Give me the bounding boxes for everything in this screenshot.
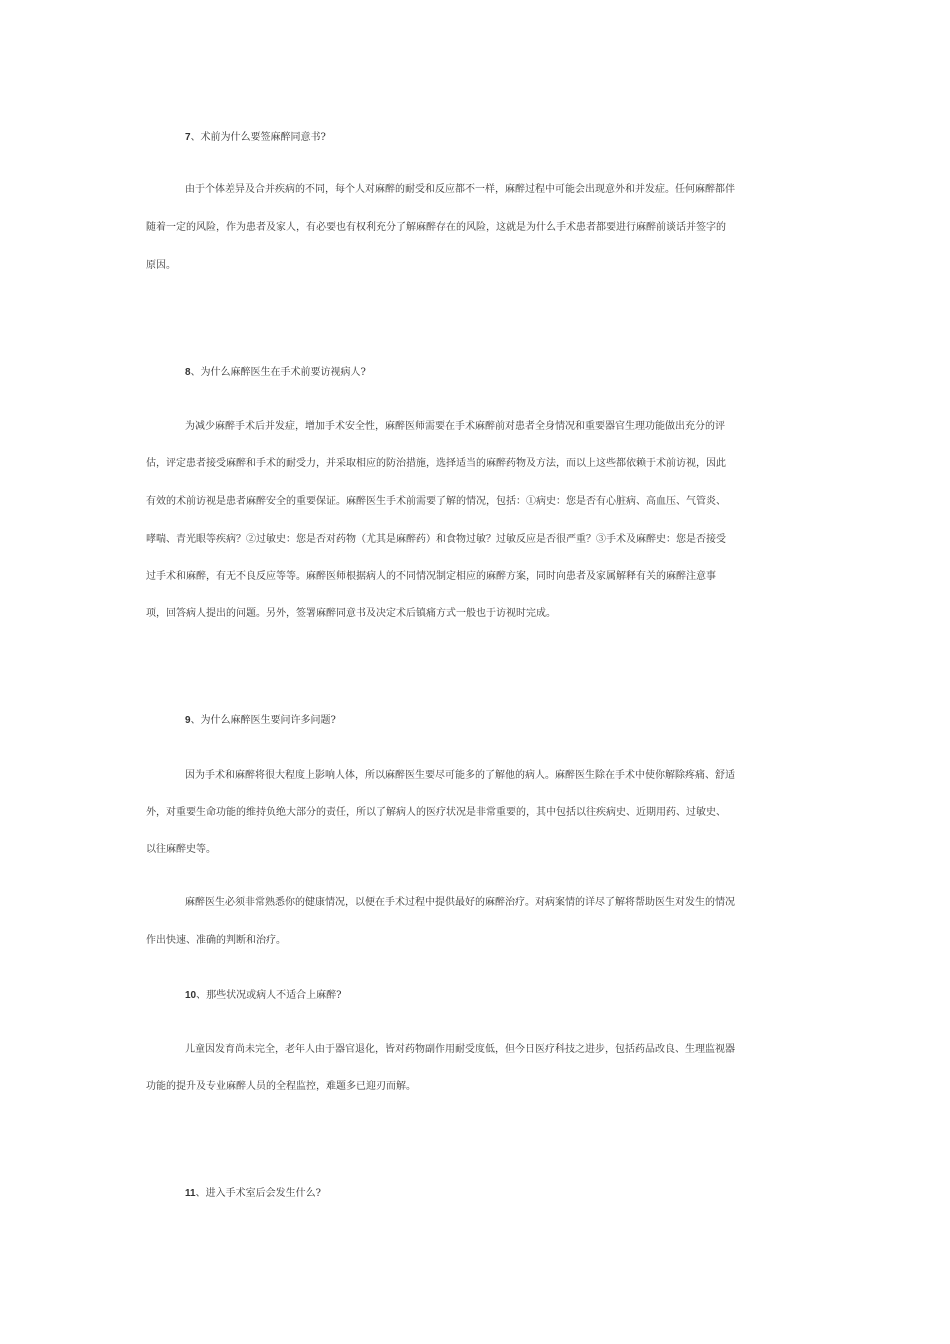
section-title: 、为什么麻醉医生要问许多问题? (190, 715, 336, 726)
section-number: 11 (185, 1188, 196, 1199)
paragraph-line: 为减少麻醉手术后并发症，增加手术安全性，麻醉医师需要在手术麻醉前对患者全身情况和重要器官生理功能做出充分的评 (185, 421, 725, 432)
paragraph-line: 项，回答病人提出的问题。另外，签署麻醉同意书及决定术后镇痛方式一般也于访视时完成。 (146, 608, 556, 619)
section-title: 、进入手术室后会发生什么? (195, 1188, 321, 1199)
paragraph-line: 哮喘、青光眼等疾病？②过敏史：您是否对药物（尤其是麻醉药）和食物过敏？过敏反应是否很严重？③手术及麻醉史：您是否接受 (146, 534, 726, 545)
section-heading-11 (185, 1187, 321, 1201)
paragraph-line: 外，对重要生命功能的维持负绝大部分的责任，所以了解病人的医疗状况是非常重要的，其中包括以往疾病史、近期用药、过敏史、 (146, 807, 726, 818)
section-heading-9 (185, 714, 336, 728)
section-number: 7 (185, 132, 191, 143)
paragraph-line: 原因。 (146, 260, 176, 271)
paragraph-line: 过手术和麻醉，有无不良反应等等。麻醉医师根据病人的不同情况制定相应的麻醉方案，同时向患者及家属解释有关的麻醉注意事 (146, 571, 716, 582)
paragraph-line: 由于个体差异及合并疾病的不同，每个人对麻醉的耐受和反应都不一样，麻醉过程中可能会出现意外和并发症。任何麻醉都伴 (185, 184, 735, 195)
section-title: 、为什么麻醉医生在手术前要访视病人? (190, 367, 366, 378)
paragraph-line: 以往麻醉史等。 (146, 844, 216, 855)
paragraph-line: 儿童因发育尚未完全，老年人由于器官退化，皆对药物副作用耐受度低，但今日医疗科技之进步，包括药品改良、生理监视器 (185, 1044, 735, 1055)
section-number: 10 (185, 990, 197, 1001)
paragraph-line: 随着一定的风险，作为患者及家人，有必要也有权利充分了解麻醉存在的风险，这就是为什么手术患者都要进行麻醉前谈话并签字的 (146, 222, 726, 233)
paragraph-line: 麻醉医生必须非常熟悉你的健康情况，以便在手术过程中提供最好的麻醉治疗。对病案情的详尽了解将帮助医生对发生的情况 (185, 897, 735, 908)
section-heading-7 (185, 131, 326, 145)
section-number: 8 (185, 367, 191, 378)
section-heading-10 (185, 989, 342, 1003)
section-title: 、那些状况或病人不适合上麻醉? (196, 990, 342, 1001)
section-title: 、术前为什么要签麻醉同意书? (190, 132, 326, 143)
section-number: 9 (185, 715, 191, 726)
paragraph-line: 因为手术和麻醉将很大程度上影响人体，所以麻醉医生要尽可能多的了解他的病人。麻醉医生除在手术中使你解除疼痛、舒适 (185, 770, 735, 781)
paragraph-line: 功能的提升及专业麻醉人员的全程监控，难题多已迎刃而解。 (146, 1081, 416, 1092)
section-heading-8 (185, 366, 366, 380)
paragraph-line: 作出快速、准确的判断和治疗。 (146, 935, 286, 946)
paragraph-line: 估，评定患者接受麻醉和手术的耐受力，并采取相应的防治措施，选择适当的麻醉药物及方法，而以上这些都依赖于术前访视，因此 (146, 458, 726, 469)
paragraph-line: 有效的术前访视是患者麻醉安全的重要保证。麻醉医生手术前需要了解的情况，包括：①病史：您是否有心脏病、高血压、气管炎、 (146, 496, 726, 507)
